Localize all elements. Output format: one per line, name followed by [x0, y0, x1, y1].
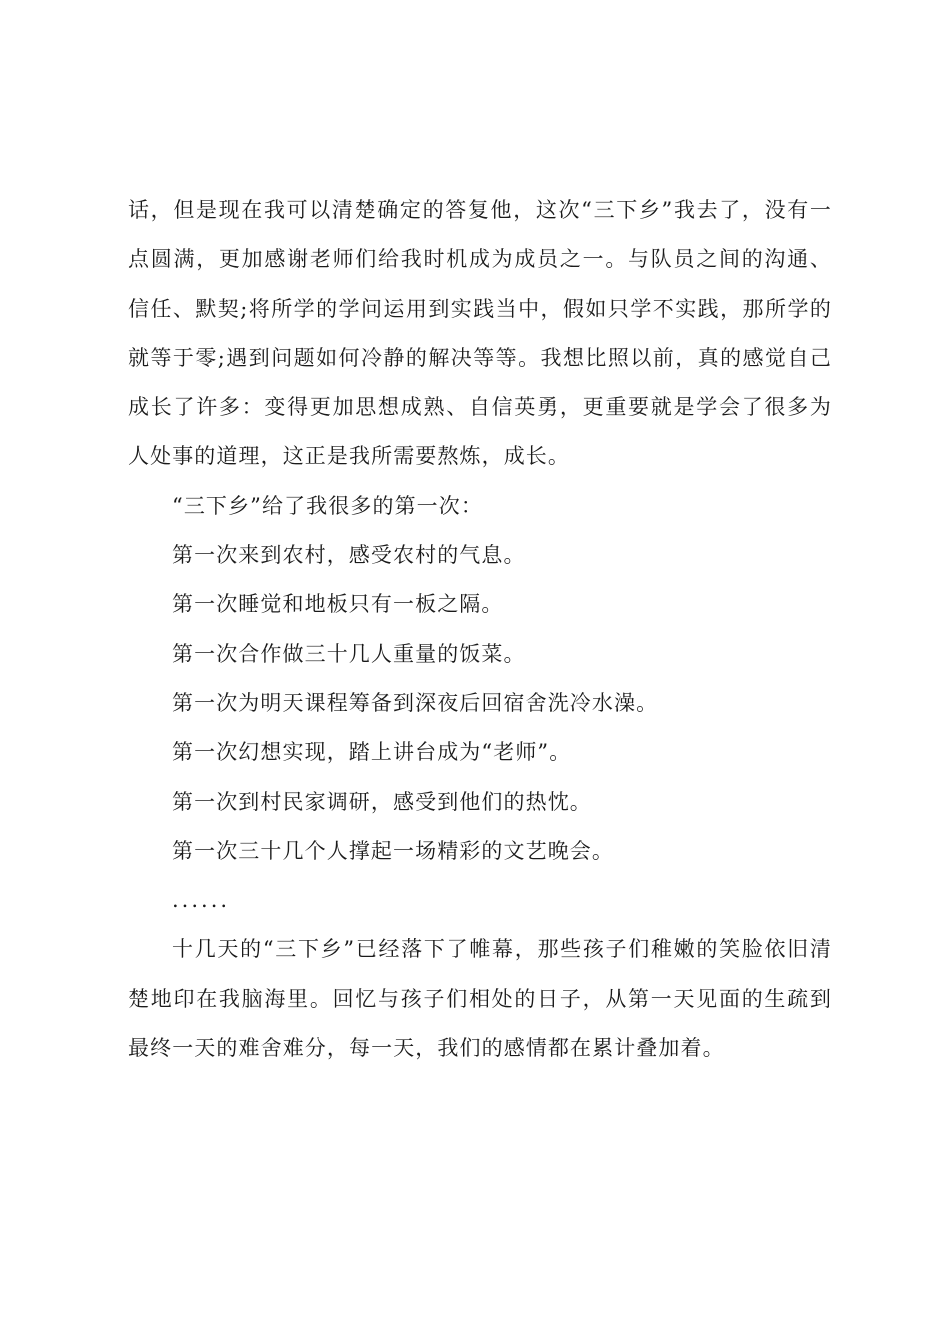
list-item-first-time: 第一次幻想实现，踏上讲台成为“老师”。	[172, 740, 572, 765]
paragraph-firsts-intro: “三下乡”给了我很多的第一次：	[172, 493, 483, 518]
list-item-first-time: 第一次为明天课程筹备到深夜后回宿舍洗冷水澡。	[172, 690, 659, 715]
list-item-first-time: 第一次合作做三十几人重量的饭菜。	[172, 641, 526, 666]
ellipsis: ......	[172, 888, 231, 913]
paragraph-closing: 十几天的“三下乡”已经落下了帷幕，那些孩子们稚嫩的笑脸依旧清楚地印在我脑海里。回忆与孩子们相处的日子，从第一天见面的生疏到最终一天的难舍难分，每一天，我们的感情都在累计叠加着。	[128, 937, 832, 1061]
list-item-first-time: 第一次到村民家调研，感受到他们的热忱。	[172, 789, 592, 814]
list-item-first-time: 第一次睡觉和地板只有一板之隔。	[172, 592, 504, 617]
list-item-first-time: 第一次三十几个人撑起一场精彩的文艺晚会。	[172, 838, 614, 863]
document-body	[128, 186, 832, 1073]
list-item-first-time: 第一次来到农村，感受农村的气息。	[172, 543, 526, 568]
paragraph-continuation: 话，但是现在我可以清楚确定的答复他，这次“三下乡”我去了，没有一点圆满，更加感谢老师们给我时机成为成员之一。与队员之间的沟通、信任、默契;将所学的学问运用到实践当中，假如只学不实践，那所学的就等于零;遇到问题如何冷静的解决等等。我想比照以前，真的感觉自己成长了许多：变得更加思想成熟、自信英勇，更重要就是学会了很多为人处事的道理，这正是我所需要熬炼，成长。	[128, 198, 832, 469]
